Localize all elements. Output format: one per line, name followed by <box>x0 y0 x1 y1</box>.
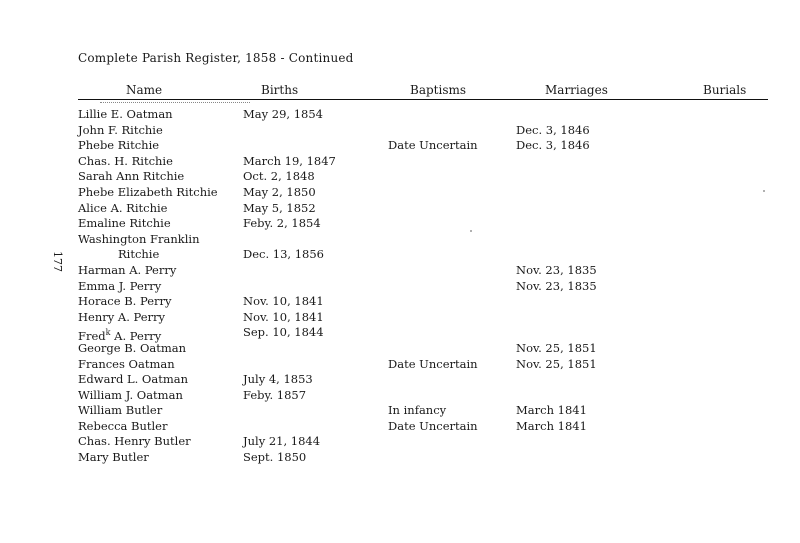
table-row <box>0 138 800 154</box>
table-row <box>0 107 800 123</box>
marriages-cell: Nov. 25, 1851 <box>516 356 597 371</box>
header-baptisms: Baptisms <box>410 83 467 97</box>
name-cell: Edward L. Oatman <box>78 372 188 387</box>
births-cell: May 29, 1854 <box>243 107 323 121</box>
baptisms-cell: Date Uncertain <box>388 418 478 433</box>
header-births: Births <box>261 83 299 97</box>
register-table <box>0 107 800 466</box>
table-row <box>0 263 800 279</box>
name-cell <box>78 232 238 263</box>
births-cell: Oct. 2, 1848 <box>243 169 315 184</box>
table-row <box>0 403 800 419</box>
name-line-2: Ritchie <box>118 247 160 262</box>
name-prefix: Fred <box>78 329 106 344</box>
name-cell: Emma J. Perry <box>78 278 162 293</box>
name-cell: Harman A. Perry <box>78 262 177 277</box>
name-cell: Chas. H. Ritchie <box>78 153 173 168</box>
page-title: Complete Parish Register, 1858 - Continued <box>78 51 354 65</box>
name-cell: Emaline Ritchie <box>78 216 171 231</box>
births-cell: July 21, 1844 <box>243 434 321 449</box>
name-cell: William J. Oatman <box>78 387 183 402</box>
table-row <box>0 201 800 217</box>
table-row <box>0 169 800 185</box>
births-cell: May 5, 1852 <box>243 200 316 215</box>
table-row <box>0 294 800 310</box>
marriages-cell: Nov. 23, 1835 <box>516 262 597 277</box>
name-cell: Rebecca Butler <box>78 418 168 433</box>
name-cell: Phebe Ritchie <box>78 138 160 153</box>
table-row <box>0 185 800 201</box>
births-cell: Dec. 13, 1856 <box>243 247 324 262</box>
name-cell: Frances Oatman <box>78 356 175 371</box>
header-marriages: Marriages <box>545 83 608 97</box>
name-superscript: k <box>105 328 111 338</box>
table-row <box>0 123 800 139</box>
name-cell: John F. Ritchie <box>78 122 163 137</box>
name-cell: Alice A. Ritchie <box>78 200 168 215</box>
name-suffix: A. Perry <box>110 329 162 344</box>
births-cell: Sep. 10, 1844 <box>243 325 324 340</box>
table-row <box>0 434 800 450</box>
marriages-cell: Dec. 3, 1846 <box>516 138 590 153</box>
marriages-cell: Nov. 23, 1835 <box>516 278 597 293</box>
births-cell: Feby. 1857 <box>243 387 307 402</box>
births-cell: May 2, 1850 <box>243 184 316 199</box>
table-row <box>0 341 800 357</box>
table-row <box>0 357 800 373</box>
name-cell: Sarah Ann Ritchie <box>78 169 185 184</box>
marriages-cell: Dec. 3, 1846 <box>516 122 590 137</box>
name-cell: Chas. Henry Butler <box>78 434 191 449</box>
name-cell: Mary Butler <box>78 450 149 465</box>
births-cell: March 19, 1847 <box>243 153 336 168</box>
table-row <box>0 232 800 263</box>
births-cell: July 4, 1853 <box>243 372 313 387</box>
header-underline-faint <box>100 102 250 103</box>
table-row <box>0 325 800 344</box>
table-row <box>0 450 800 466</box>
table-row <box>0 388 800 404</box>
scan-speck <box>763 190 765 192</box>
header-rule <box>78 99 768 100</box>
page-number: 177 <box>51 251 64 272</box>
table-row <box>0 372 800 388</box>
table-row <box>0 154 800 170</box>
births-cell: Sept. 1850 <box>243 450 307 465</box>
births-cell: Nov. 10, 1841 <box>243 309 324 324</box>
header-name: Name <box>126 83 163 97</box>
baptisms-cell: Date Uncertain <box>388 138 478 153</box>
table-row <box>0 216 800 232</box>
table-row <box>0 279 800 295</box>
header-burials: Burials <box>703 83 747 97</box>
name-cell: Horace B. Perry <box>78 294 172 309</box>
name-cell: Lillie E. Oatman <box>78 107 173 121</box>
baptisms-cell: In infancy <box>388 403 447 418</box>
name-cell: Henry A. Perry <box>78 309 166 324</box>
name-cell: George B. Oatman <box>78 340 187 355</box>
table-row <box>0 310 800 326</box>
births-cell: Nov. 10, 1841 <box>243 294 324 309</box>
marriages-cell: March 1841 <box>516 418 587 433</box>
name-line-1: Washington Franklin <box>78 231 200 246</box>
marriages-cell: Nov. 25, 1851 <box>516 340 597 355</box>
name-cell: William Butler <box>78 403 163 418</box>
births-cell: Feby. 2, 1854 <box>243 216 321 231</box>
scan-speck <box>470 230 472 232</box>
marriages-cell: March 1841 <box>516 403 587 418</box>
baptisms-cell: Date Uncertain <box>388 356 478 371</box>
name-cell: Phebe Elizabeth Ritchie <box>78 184 218 199</box>
table-row <box>0 419 800 435</box>
